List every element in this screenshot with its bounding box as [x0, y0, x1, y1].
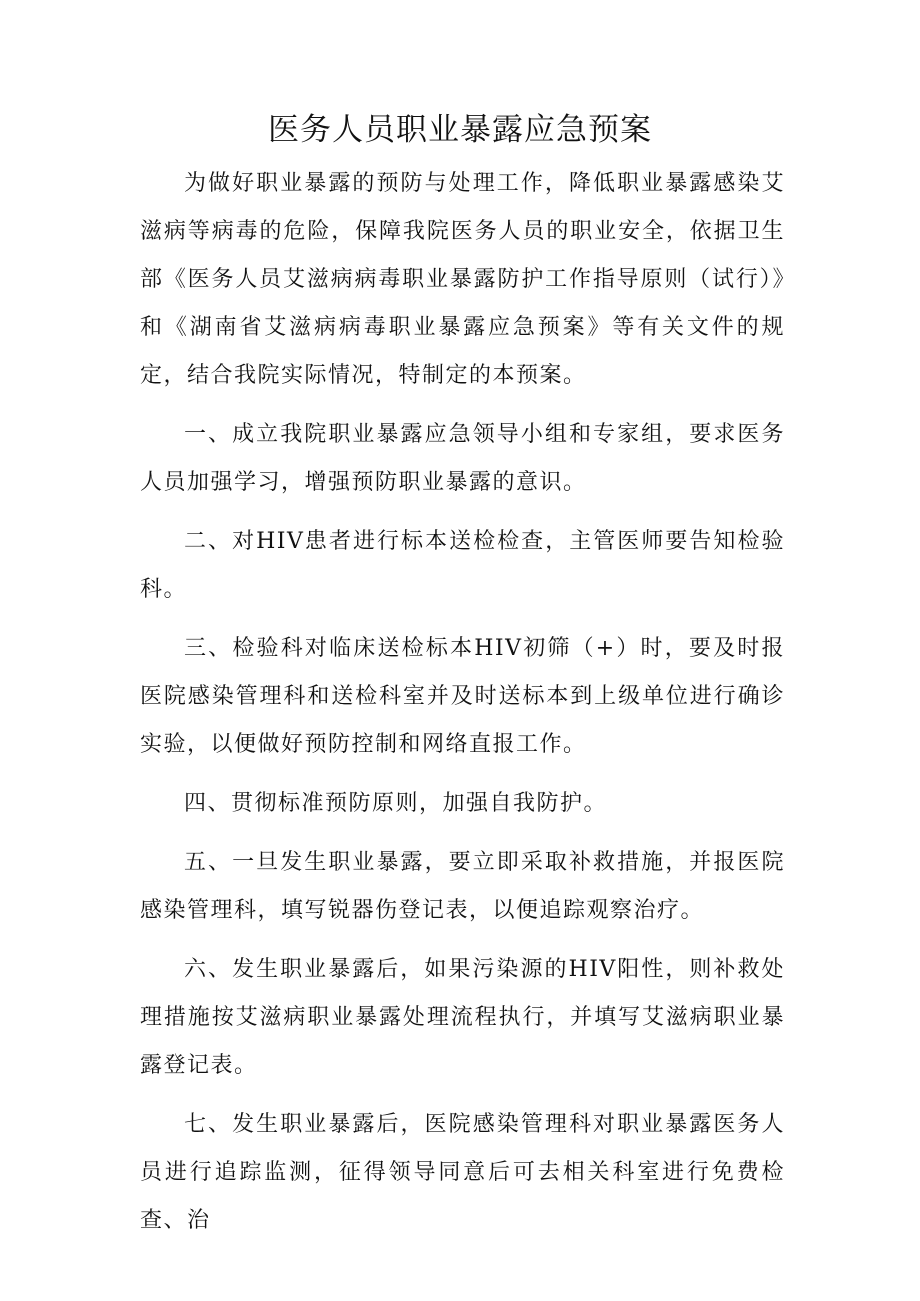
intro-paragraph: 为做好职业暴露的预防与处理工作，降低职业暴露感染艾滋病等病毒的危险，保障我院医务人员的职业安全，依据卫生部《医务人员艾滋病病毒职业暴露防护工作指导原则（试行）》和《湖南省艾滋病病毒职业暴露应急预案》等有关文件的规定，结合我院实际情况，特制定的本预案。: [140, 171, 785, 388]
item-7-paragraph: 七、发生职业暴露后，医院感染管理科对职业暴露医务人员进行追踪监测，征得领导同意后可去相关科室进行免费检查、治: [140, 1112, 785, 1233]
document-title: 医务人员职业暴露应急预案: [268, 112, 652, 148]
item-6-paragraph: 六、发生职业暴露后，如果污染源的HIV阳性，则补救处理措施按艾滋病职业暴露处理流程执行，并填写艾滋病职业暴露登记表。: [140, 957, 785, 1078]
item-3-paragraph: 三、检验科对临床送检标本HIV初筛（+）时，要及时报医院感染管理科和送检科室并及时送标本到上级单位进行确诊实验，以便做好预防控制和网络直报工作。: [140, 636, 785, 757]
item-4-paragraph: 四、贯彻标准预防原则，加强自我防护。: [184, 791, 608, 816]
item-1-paragraph: 一、成立我院职业暴露应急领导小组和专家组，要求医务人员加强学习，增强预防职业暴露的意识。: [140, 422, 785, 495]
document-body: [140, 160, 785, 1256]
item-2-paragraph: 二、对HIV患者进行标本送检检查，主管医师要告知检验科。: [140, 529, 785, 602]
item-5-paragraph: 五、一旦发生职业暴露，要立即采取补救措施，并报医院感染管理科，填写锐器伤登记表，以便追踪观察治疗。: [140, 850, 785, 923]
